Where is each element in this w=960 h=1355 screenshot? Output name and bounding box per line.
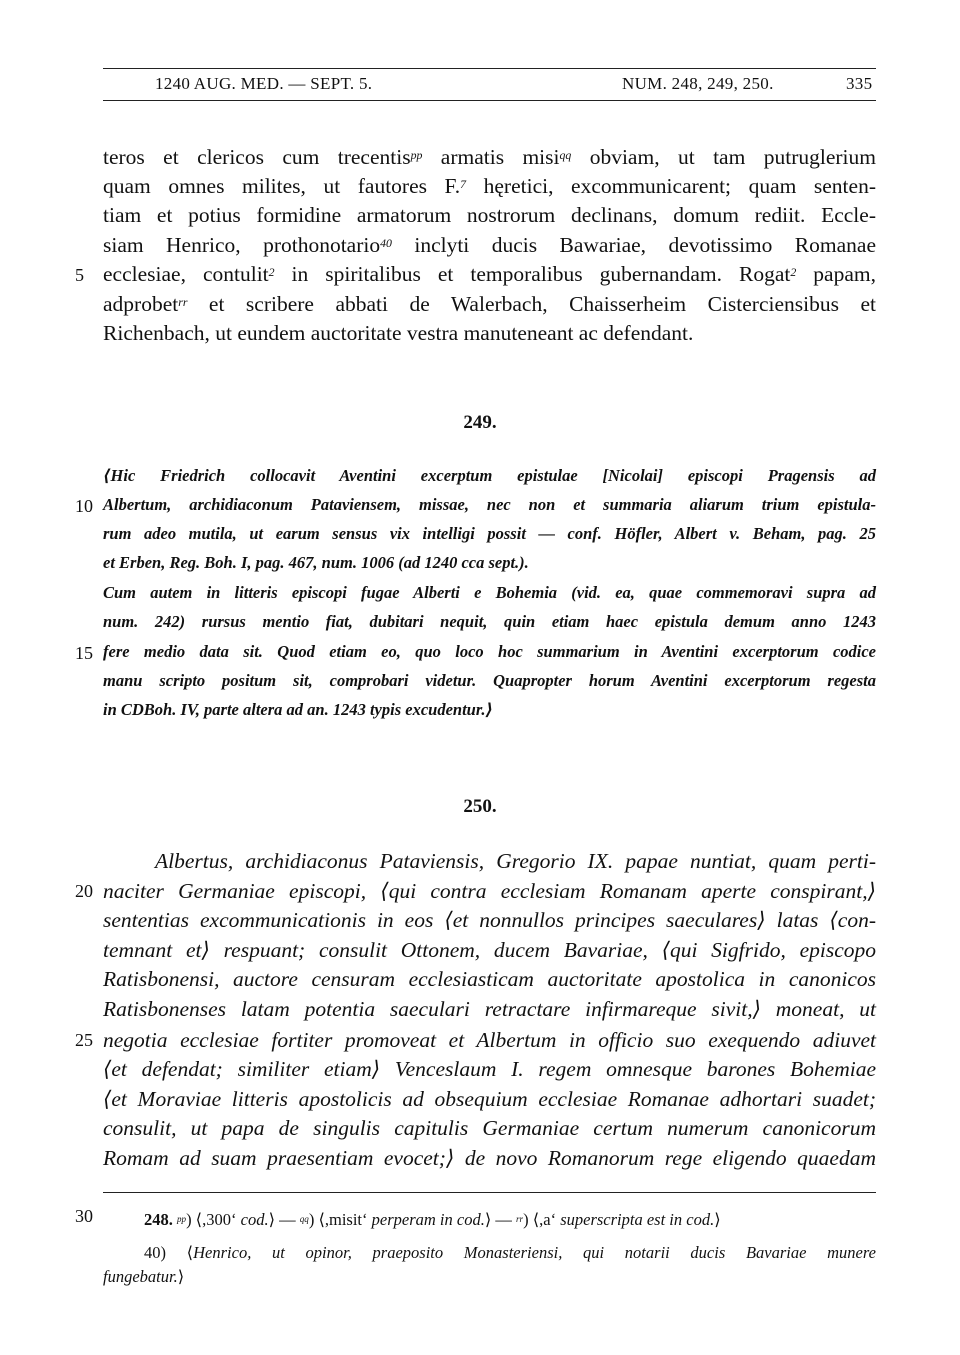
section-heading-250: 250. [463, 796, 497, 817]
running-header-left: 1240 AUG. MED. — SEPT. 5. [155, 74, 373, 93]
regest-line: naciter Germaniae episcopi, ⟨qui contra ecclesiam Romanam aperte conspirant,⟩ [103, 879, 876, 903]
regest-line: Ratisbonensi, auctore censuram ecclesiasticam auctoritate apostolica in canonicos [103, 967, 876, 991]
summary-line: num. 242) rursus mentio fiat, dubitari nequit, quin etiam haec epistula demum anno 1243 [103, 612, 876, 631]
regest-line: Albertus, archidiaconus Pataviensis, Gregorio IX. papae nuntiat, quam perti- [155, 849, 876, 873]
summary-line: et Erben, Reg. Boh. I, pag. 467, num. 1006 (ad 1240 cca sept.). [103, 553, 529, 572]
footnote-40: 40) ⟨Henrico, ut opinor, praeposito Monasteriensi, qui notarii ducis Bavariae munere [144, 1243, 876, 1262]
line-number: 25 [75, 1030, 93, 1050]
line-number: 5 [75, 265, 84, 285]
summary-line: in CDBoh. IV, parte altera ad an. 1243 typis excudentur.⟩ [103, 700, 494, 719]
regest-line: temnant et⟩ respuant; consulit Ottonem, ducem Bavariae, ⟨qui Sigfrido, episcopo [103, 938, 876, 962]
line-number: 15 [75, 643, 93, 663]
summary-line: manu scripto positum sit, comprobari videtur. Quapropter horum Aventini excerptorum regesta [103, 671, 876, 690]
line-number: 30 [75, 1206, 93, 1226]
header-bottom-rule [103, 100, 876, 101]
text-line: quam omnes milites, ut fautores F.$^7$ hęretici, excommunicarent; quam senten- [103, 174, 876, 198]
running-header-center: NUM. 248, 249, 250. [622, 74, 774, 93]
summary-line: Cum autem in litteris episcopi fugae Alberti e Bohemia (vid. ea, quae commemoravi supra ad [103, 583, 876, 602]
text-line: ecclesiae, contulit$^2$ in spiritalibus et temporalibus gubernandam. Rogat$^2$ papam, [103, 262, 876, 286]
section-heading-249: 249. [463, 412, 497, 433]
header-top-rule [103, 68, 876, 69]
line-number: 20 [75, 881, 93, 901]
text-line: siam Henrico, prothonotario$^{40}$ inclyti ducis Bawariae, devotissimo Romanae [103, 233, 876, 257]
page-number: 335 [846, 74, 873, 93]
text-line: tiam et potius formidine armatorum nostrorum declinans, domum rediit. Eccle- [103, 203, 876, 227]
regest-line: Romam ad suam praesentiam evocet;⟩ de novo Romanorum rege eligendo quaedam [103, 1146, 876, 1170]
text-line: teros et clericos cum trecentis$^{pp}$ armatis misi$^{qq}$ obviam, ut tam putruglerium [103, 145, 876, 169]
text-line: Richenbach, ut eundem auctoritate vestra manuteneant ac defendant. [103, 321, 694, 345]
footnote-40-continued: fungebatur.⟩ [103, 1267, 185, 1286]
regest-line: Ratisbonenses latam potentia saeculari retractare infirmareque sivit,⟩ moneat, ut [103, 997, 876, 1021]
summary-line: fere medio data sit. Quod etiam eo, quo loco hoc summarium in Aventini excerptorum codice [103, 642, 876, 661]
regest-line: sententias excommunicationis in eos ⟨et nonnullos principes saeculares⟩ latas ⟨con- [103, 908, 876, 932]
footnote-248: 248. $^{pp}$) ⟨,300‘ cod.⟩ — $^{qq}$) ⟨,misit‘ perperam in cod.⟩ — $^{rr}$) ⟨,a‘ superscripta est in cod.⟩ [144, 1210, 721, 1229]
line-number: 10 [75, 496, 93, 516]
summary-line: Albertum, archidiaconum Pataviensem, missae, nec non et summaria aliarum trium epistula- [103, 495, 876, 514]
footnote-rule [103, 1192, 876, 1193]
summary-line: rum adeo mutila, ut earum sensus vix intelligi possit — conf. Höfler, Albert v. Beham, pag. 25 [103, 524, 876, 543]
regest-line: negotia ecclesiae fortiter promoveat et Albertum in officio suo exequendo adiuvet [103, 1028, 876, 1052]
summary-line: ⟨Hic Friedrich collocavit Aventini excerptum epistulae [Nicolai] episcopi Pragensis ad [103, 466, 876, 485]
regest-line: ⟨et Moraviae litteris apostolicis ad obsequium ecclesiae Romanae adhortari suadet; [103, 1087, 876, 1111]
regest-line: consulit, ut papa de singulis capitulis Germaniae certum numerum canonicorum [103, 1116, 876, 1140]
regest-line: ⟨et defendat; similiter etiam⟩ Venceslaum I. regem omnesque barones Bohemiae [103, 1057, 876, 1081]
text-line: adprobet$^{rr}$ et scribere abbati de Walerbach, Chaisserheim Cisterciensibus et [103, 292, 876, 316]
